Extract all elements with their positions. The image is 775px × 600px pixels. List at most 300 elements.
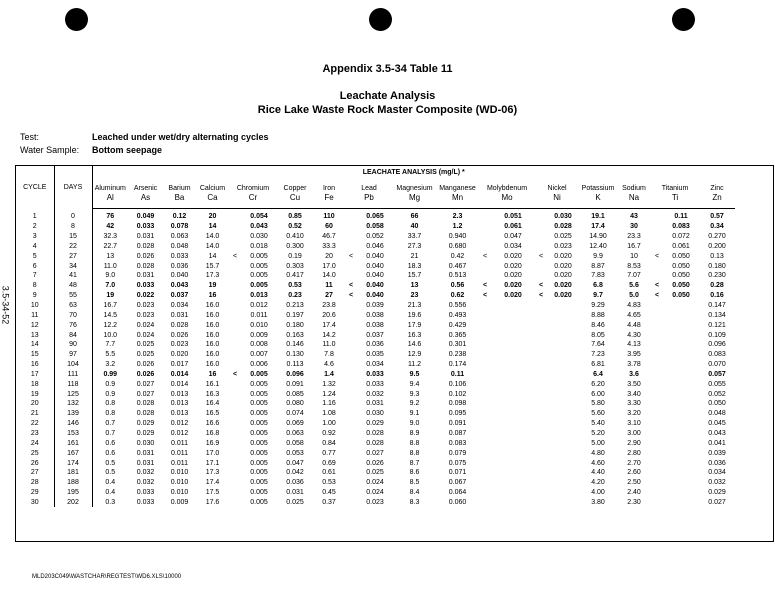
value-cell (345, 232, 357, 242)
value-cell: 0.410 (286, 233, 304, 241)
value-cell: 0.026 (136, 370, 155, 378)
element-symbol: Fe (324, 193, 334, 202)
value-cell: 6.4 (593, 370, 603, 378)
value-cell (345, 419, 357, 429)
value-cell: 0.063 (170, 233, 189, 241)
value-cell: 0.034 (170, 302, 189, 310)
value-cell: 0.77 (322, 449, 336, 457)
table-row (16, 310, 735, 320)
value-cell (345, 301, 357, 311)
element-header-mg (393, 178, 436, 209)
value-cell: 0.040 (366, 282, 384, 290)
value-cell (547, 448, 579, 458)
value-cell (229, 291, 241, 301)
table-row (16, 409, 735, 419)
value-cell: 0.080 (286, 400, 304, 408)
value-cell: 0.011 (171, 449, 188, 457)
value-cell: 7.8 (324, 351, 334, 359)
element-symbol: Mo (501, 193, 513, 202)
days-cell: 195 (54, 488, 92, 498)
value-cell: 0.070 (708, 361, 726, 369)
element-symbol: Al (106, 193, 114, 202)
value-cell (663, 310, 699, 320)
value-cell (663, 389, 699, 399)
value-cell: 3.2 (105, 361, 116, 369)
value-cell: 8.87 (591, 262, 605, 270)
value-cell: 0.038 (366, 311, 384, 319)
value-cell: 9.29 (591, 302, 605, 310)
value-cell: 0.011 (171, 439, 188, 447)
value-cell (229, 340, 241, 350)
value-cell: 0.041 (708, 439, 726, 447)
table-row (16, 209, 735, 222)
value-cell (491, 409, 535, 419)
element-name: Sodium (622, 185, 646, 192)
value-cell: 0.028 (366, 429, 384, 437)
element-name: Chromium (236, 185, 270, 192)
value-cell (535, 222, 547, 232)
cycle-cell: 24 (16, 438, 54, 448)
cycle-cell: 29 (16, 488, 54, 498)
value-cell: 6.20 (591, 380, 605, 388)
value-cell: 11.0 (103, 262, 117, 270)
value-cell (479, 389, 491, 399)
days-cell: 15 (54, 232, 92, 242)
value-cell: 0.493 (448, 311, 467, 319)
cycle-cell: 20 (16, 399, 54, 409)
value-cell: 0.065 (366, 213, 384, 221)
value-cell: 0.091 (286, 380, 304, 388)
value-cell (491, 497, 535, 507)
value-cell: 17.3 (205, 469, 220, 477)
element-name: Molybdenum (486, 185, 528, 192)
value-cell (651, 478, 663, 488)
value-cell (651, 458, 663, 468)
days-cell: 188 (54, 478, 92, 488)
value-cell (479, 488, 491, 498)
value-cell: 0.69 (322, 459, 336, 467)
cycle-cell: 12 (16, 320, 54, 330)
value-cell: 16.3 (205, 390, 220, 398)
value-cell: 0.023 (136, 311, 155, 319)
days-cell: 84 (54, 330, 92, 340)
value-cell: 0.020 (554, 292, 572, 300)
value-cell: 8.46 (591, 321, 605, 329)
value-cell: 16.0 (205, 311, 220, 319)
element-symbol: K (595, 193, 601, 202)
value-cell: 0.13 (710, 252, 724, 260)
value-cell (345, 330, 357, 340)
value-cell: 0.013 (250, 292, 268, 300)
value-cell (535, 301, 547, 311)
cycle-cell: 30 (16, 497, 54, 507)
value-cell: 0.033 (366, 380, 384, 388)
value-cell: 0.033 (170, 252, 189, 260)
value-cell: 2.60 (627, 469, 641, 477)
value-cell: 0.006 (250, 361, 268, 369)
value-cell (663, 478, 699, 488)
value-cell (479, 448, 491, 458)
table-row (16, 448, 735, 458)
value-cell: 6.81 (591, 361, 605, 369)
value-cell: 0.200 (708, 242, 726, 250)
value-cell: 0.365 (448, 331, 467, 339)
value-cell: 9.0 (409, 420, 420, 428)
value-cell: 0.012 (170, 420, 189, 428)
value-cell: 5.00 (591, 439, 605, 447)
value-cell: 0.029 (366, 420, 384, 428)
value-cell: 16.3 (407, 331, 422, 339)
value-cell (651, 468, 663, 478)
element-header-fe (313, 178, 345, 209)
value-cell: 110 (323, 213, 335, 221)
value-cell: 0.011 (171, 459, 188, 467)
value-cell: 14.2 (322, 331, 336, 339)
value-cell: 0.027 (136, 390, 155, 398)
value-cell: 22.7 (103, 242, 118, 250)
value-cell: 0.020 (554, 252, 572, 260)
value-cell: 0.025 (554, 233, 572, 241)
value-cell: < (654, 292, 660, 300)
value-cell: 0.014 (170, 370, 189, 378)
value-cell: 11 (325, 282, 333, 290)
water-sample-label: Water Sample: (20, 145, 80, 155)
days-cell: 8 (54, 222, 92, 232)
value-cell (663, 419, 699, 429)
value-cell (535, 497, 547, 507)
value-cell: 0.9 (105, 380, 116, 388)
value-cell: 40 (410, 223, 419, 231)
value-cell: 0.029 (708, 489, 726, 497)
element-symbol: Ti (671, 193, 679, 202)
value-cell: 2.50 (627, 479, 641, 487)
value-cell: 0.071 (448, 469, 467, 477)
value-cell: 0.035 (366, 351, 384, 359)
element-symbol: Mn (451, 193, 464, 202)
value-cell: 0.028 (136, 242, 155, 250)
table-row (16, 389, 735, 399)
value-cell: 0.028 (554, 223, 572, 231)
value-cell: 46.7 (322, 233, 336, 241)
value-cell (479, 419, 491, 429)
value-cell: 0.213 (286, 302, 304, 310)
value-cell: 0.026 (366, 459, 384, 467)
value-cell (479, 330, 491, 340)
value-cell: 60 (325, 223, 333, 231)
value-cell (479, 301, 491, 311)
page-code: 3.5-34-52 (0, 285, 11, 325)
value-cell (535, 370, 547, 380)
value-cell: 0.012 (250, 302, 268, 310)
value-cell (229, 301, 241, 311)
value-cell: 4.40 (591, 469, 605, 477)
value-cell: < (482, 252, 488, 260)
value-cell: 0.031 (366, 400, 384, 408)
value-cell: 8.6 (409, 469, 420, 477)
value-cell (651, 301, 663, 311)
test-line (20, 132, 269, 142)
value-cell: 4.65 (627, 311, 641, 319)
element-name: Potassium (581, 185, 615, 192)
value-cell: 0.230 (708, 272, 726, 280)
value-cell (479, 468, 491, 478)
value-cell (651, 209, 663, 222)
value-cell: 4.20 (591, 479, 605, 487)
value-cell: 4.30 (627, 331, 641, 339)
value-cell: 7.07 (627, 272, 641, 280)
value-cell: 0.043 (170, 282, 189, 290)
element-name: Barium (168, 185, 191, 192)
value-cell: 0.020 (554, 272, 572, 280)
value-cell (663, 497, 699, 507)
value-cell (663, 370, 699, 380)
value-cell: 0.130 (286, 351, 304, 359)
table-row (16, 291, 735, 301)
value-cell (547, 468, 579, 478)
days-cell: 0 (54, 209, 92, 222)
value-cell: 1.08 (322, 410, 336, 418)
value-cell: 17.6 (205, 498, 220, 506)
value-cell: 76 (106, 213, 115, 221)
value-cell: 0.050 (708, 400, 726, 408)
value-cell: 9.7 (593, 292, 603, 300)
binder-hole (672, 8, 695, 31)
days-cell: 90 (54, 340, 92, 350)
value-cell: 17.0 (205, 449, 220, 457)
value-cell: 0.079 (448, 449, 467, 457)
value-cell (535, 379, 547, 389)
value-cell: 0.064 (448, 489, 467, 497)
value-cell: 9.1 (409, 410, 420, 418)
value-cell (651, 497, 663, 507)
value-cell: 0.85 (288, 213, 302, 221)
value-cell: 0.940 (448, 233, 467, 241)
value-cell: 0.054 (250, 213, 268, 221)
value-cell: < (348, 282, 354, 290)
value-cell: 0.033 (136, 282, 155, 290)
element-symbol: Pb (364, 193, 374, 202)
value-cell (651, 310, 663, 320)
table-row (16, 281, 735, 291)
value-cell: 0.083 (672, 223, 690, 231)
value-cell (651, 370, 663, 380)
value-cell (479, 429, 491, 439)
value-cell: 8.3 (409, 498, 420, 506)
value-cell (547, 370, 579, 380)
value-cell: 10.0 (103, 331, 118, 339)
value-cell: 0.005 (250, 420, 268, 428)
table-row (16, 350, 735, 360)
value-cell: 0.005 (250, 459, 268, 467)
value-cell: 0.4 (105, 479, 116, 487)
element-header-pb (345, 178, 393, 209)
value-cell (663, 468, 699, 478)
value-cell: 0.020 (504, 262, 522, 270)
value-cell: 0.013 (170, 400, 189, 408)
value-cell: 1.24 (322, 390, 336, 398)
value-cell: 0.026 (136, 252, 155, 260)
value-cell: 0.032 (708, 479, 726, 487)
value-cell: 0.007 (250, 351, 268, 359)
value-cell: 0.19 (288, 252, 302, 260)
value-cell: 0.45 (322, 489, 336, 497)
value-cell (547, 379, 579, 389)
value-cell: 0.467 (448, 262, 467, 270)
days-cell: 104 (54, 360, 92, 370)
days-cell: 153 (54, 429, 92, 439)
days-header: DAYS (54, 166, 92, 209)
value-cell: < (654, 282, 660, 290)
days-cell: 55 (54, 291, 92, 301)
value-cell: 0.047 (286, 459, 304, 467)
value-cell: 0.039 (366, 302, 384, 310)
value-cell: 0.3 (105, 498, 116, 506)
value-cell: 0.301 (448, 341, 467, 349)
value-cell: 0.063 (286, 429, 304, 437)
value-cell: 4.83 (627, 302, 641, 310)
value-cell: 16.4 (205, 400, 220, 408)
value-cell (345, 488, 357, 498)
element-symbol: Cu (289, 193, 301, 202)
element-header-mn (436, 178, 479, 209)
value-cell: 0.005 (250, 479, 268, 487)
value-cell (491, 448, 535, 458)
value-cell (345, 310, 357, 320)
value-cell: 0.109 (708, 331, 726, 339)
value-cell (535, 350, 547, 360)
element-name: Nickel (547, 185, 567, 192)
value-cell: 0.036 (366, 341, 384, 349)
value-cell: 0.9 (105, 390, 116, 398)
value-cell: 0.180 (708, 262, 726, 270)
value-cell (229, 458, 241, 468)
table-row (16, 478, 735, 488)
value-cell (663, 330, 699, 340)
value-cell: < (654, 252, 660, 260)
value-cell: 17.5 (205, 489, 220, 497)
value-cell: 0.042 (286, 469, 304, 477)
element-header-ni (535, 178, 579, 209)
value-cell: 0.102 (448, 390, 467, 398)
value-cell: 0.020 (554, 262, 572, 270)
value-cell (479, 242, 491, 252)
value-cell: 7.64 (591, 341, 605, 349)
value-cell: 17.3 (205, 272, 220, 280)
table-row (16, 261, 735, 271)
value-cell: 17.1 (205, 459, 220, 467)
value-cell: 0.028 (136, 400, 155, 408)
value-cell (535, 419, 547, 429)
value-cell: 0.146 (286, 341, 304, 349)
value-cell: 30 (630, 223, 638, 231)
table-row (16, 488, 735, 498)
value-cell: 0.013 (170, 390, 189, 398)
value-cell: 0.040 (366, 262, 384, 270)
table-row (16, 497, 735, 507)
value-cell: 0.098 (448, 400, 467, 408)
value-cell (491, 370, 535, 380)
value-cell: 0.040 (366, 272, 384, 280)
value-cell: 0.28 (710, 282, 724, 290)
value-cell (229, 438, 241, 448)
value-cell (651, 488, 663, 498)
value-cell (547, 419, 579, 429)
value-cell (479, 379, 491, 389)
value-cell (535, 458, 547, 468)
value-cell (229, 222, 241, 232)
value-cell: 4.80 (591, 449, 605, 457)
days-cell: 97 (54, 350, 92, 360)
value-cell (663, 340, 699, 350)
days-cell: 167 (54, 448, 92, 458)
value-cell: 3.80 (591, 498, 605, 506)
value-cell: 0.040 (366, 252, 384, 260)
value-cell: 33.7 (407, 233, 422, 241)
value-cell: 16.0 (205, 331, 220, 339)
value-cell: < (482, 292, 488, 300)
value-cell: 1.32 (322, 380, 336, 388)
value-cell: 0.031 (136, 449, 155, 457)
value-cell: 1.00 (322, 420, 336, 428)
cycle-cell: 25 (16, 448, 54, 458)
value-cell: 0.11 (674, 213, 688, 221)
value-cell: 0.024 (366, 479, 384, 487)
value-cell: 4.13 (627, 341, 641, 349)
table-row (16, 429, 735, 439)
value-cell (663, 438, 699, 448)
element-header-al (92, 178, 128, 209)
value-cell: 0.005 (250, 469, 268, 477)
value-cell: 1.16 (322, 400, 336, 408)
value-cell: < (232, 370, 238, 378)
value-cell: 8.05 (591, 331, 605, 339)
value-cell: 8.53 (627, 262, 641, 270)
value-cell (491, 458, 535, 468)
value-cell: 8.4 (409, 489, 420, 497)
value-cell (491, 330, 535, 340)
cycle-cell: 2 (16, 222, 54, 232)
value-cell: 12.40 (589, 242, 607, 250)
value-cell: 17.9 (407, 321, 422, 329)
value-cell: 0.036 (286, 479, 304, 487)
value-cell (663, 458, 699, 468)
value-cell: 19.1 (591, 213, 605, 221)
value-cell (491, 438, 535, 448)
value-cell: 0.008 (250, 341, 268, 349)
value-cell (651, 399, 663, 409)
value-cell: 5.60 (591, 410, 605, 418)
value-cell: 2.80 (627, 449, 641, 457)
water-sample-line (20, 145, 163, 155)
value-cell: 16.7 (627, 242, 641, 250)
value-cell: 0.5 (105, 469, 116, 477)
value-cell: 0.174 (448, 361, 467, 369)
value-cell: 0.028 (136, 410, 155, 418)
value-cell: 0.024 (136, 321, 155, 329)
value-cell: 0.030 (250, 233, 268, 241)
value-cell: 5.6 (629, 282, 639, 290)
value-cell (229, 478, 241, 488)
cycle-cell: 16 (16, 360, 54, 370)
value-cell: 0.009 (250, 331, 268, 339)
value-cell: 4.60 (591, 459, 605, 467)
value-cell: 0.113 (286, 361, 304, 369)
value-cell: 15.7 (407, 272, 422, 280)
value-cell: 3.00 (627, 429, 641, 437)
test-value: Leached under wet/dry alternating cycles (92, 132, 269, 142)
value-cell: 0.020 (504, 252, 522, 260)
days-cell: 76 (54, 320, 92, 330)
